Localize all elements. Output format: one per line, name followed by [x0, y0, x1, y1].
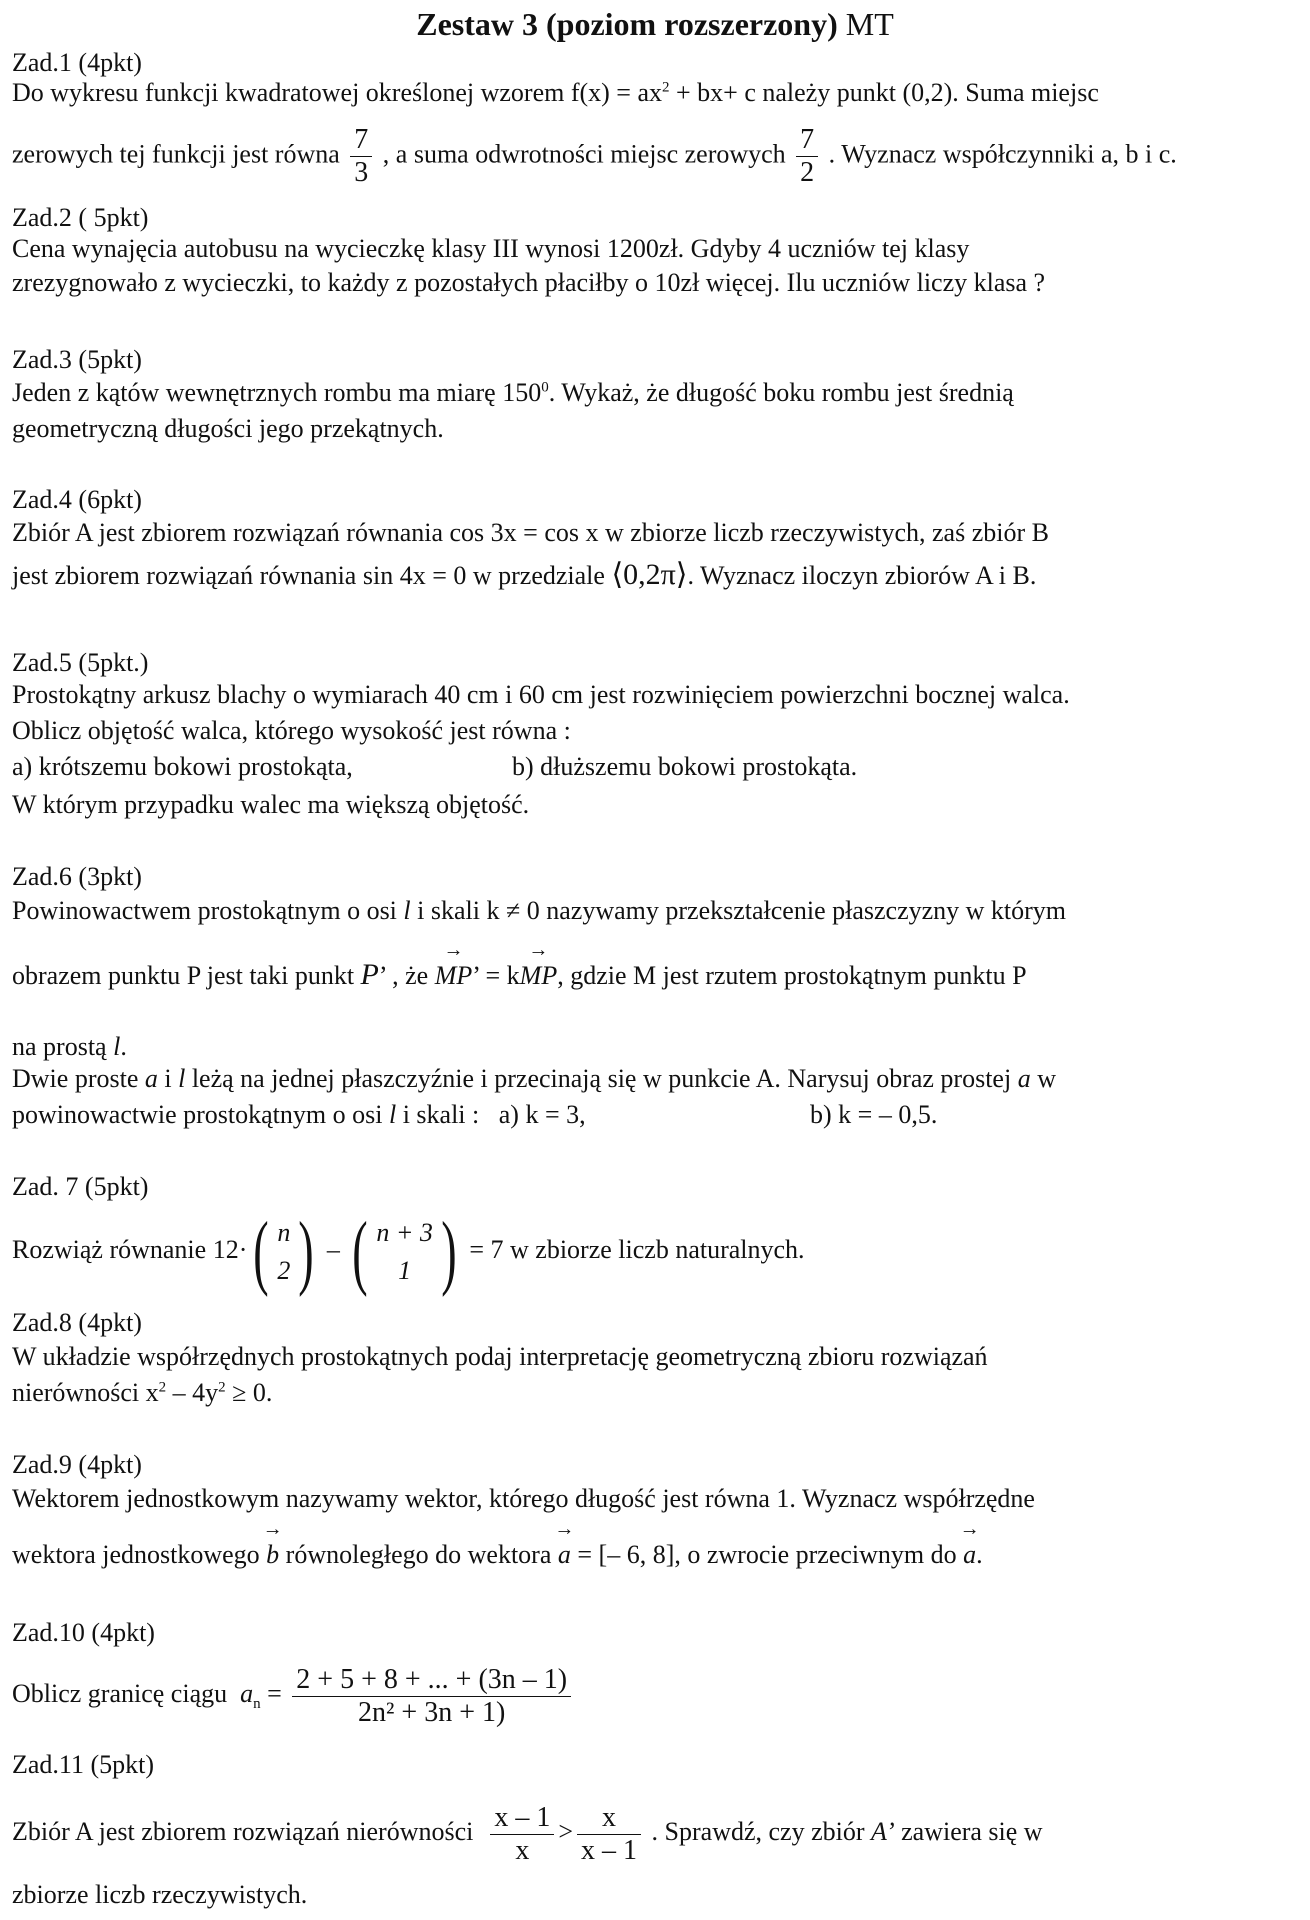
task-3-line-1: Jeden z kątów wewnętrznych rombu ma miarę $150^0$. Wykaż, że długość boku rombu jest średnią: [12, 378, 1014, 407]
task-4-line-1: Zbiór A jest zbiorem rozwiązań równania cos 3x = cos x w zbiorze liczb rzeczywistych, zaś zbiór B: [12, 518, 1049, 547]
task-6-heading: Zad.6 (3pkt): [12, 862, 142, 891]
task-6-line-5: powinowactwie prostokątnym o osi l i skali : a) k = 3,: [12, 1100, 586, 1129]
task-6-line-4: Dwie proste a i l leżą na jednej płaszczyźnie i przecinają się w punkcie A. Narysuj obraz prostej a w: [12, 1064, 1056, 1093]
fraction-7-2: $\frac{7}{2}$: [796, 124, 818, 189]
task-8-heading: Zad.8 (4pkt): [12, 1308, 142, 1337]
task-1-line-1: Do wykresu funkcji kwadratowej określonej wzorem $f(x) = ax^2 + bx+ c$ należy punkt (0,2). Suma miejsc: [12, 78, 1099, 107]
vector-mp-2: → MP: [520, 961, 558, 991]
task-5-line-4: W którym przypadku walec ma większą objętość.: [12, 790, 530, 819]
task-9-line-2: wektora jednostkowego → b równoległego do wektora → a = [– 6, 8], o zwrocie przeciwnym do → a.: [12, 1540, 983, 1570]
task-5-line-3b: b) dłuższemu bokowi prostokąta.: [512, 752, 858, 781]
task-3-heading: Zad.3 (5pkt): [12, 345, 142, 374]
fraction-x1-x: $\frac{x - 1}{x}$: [490, 1802, 554, 1867]
task-6-line-2: obrazem punktu P jest taki punkt P’ , że → MP’ = k→ MP, gdzie M jest rzutem prostokątnym punktu P: [12, 960, 1027, 991]
task-9-line-1: Wektorem jednostkowym nazywamy wektor, którego długość jest równa 1. Wyznacz współrzędne: [12, 1484, 1035, 1513]
vector-a: → a: [558, 1540, 571, 1570]
task-11-line-1: Zbiór A jest zbiorem rozwiązań nierówności $\frac{x - 1}{x}$ > $\frac{x}{x - 1}$ . Sprawdź, czy zbiór A’ zawiera się w: [12, 1801, 1043, 1866]
task-1-line-2: zerowych tej funkcji jest równa $\frac{7}{3}$ , a suma odwrotności miejsc zerowych $\frac{7}{2}$ . Wyznacz współczynniki a, b i c.: [12, 124, 1177, 188]
task-5-line-3a: a) krótszemu bokowi prostokąta,: [12, 752, 353, 781]
fraction-7-3: $\frac{7}{3}$: [350, 124, 372, 189]
task-10-equation: Oblicz granicę ciągu $a_n$ = $\frac{2 + 5 + 8 + ... + (3n - 1)}{\text{2n² + 3n + 1)}}$: [12, 1652, 575, 1746]
vector-mp: → MP: [435, 961, 473, 991]
task-11-line-2: zbiorze liczb rzeczywistych.: [12, 1880, 308, 1909]
task-6-line-3: na prostą l.: [12, 1032, 127, 1061]
task-2-line-1: Cena wynajęcia autobusu na wycieczkę klasy III wynosi 1200zł. Gdyby 4 uczniów tej klasy: [12, 234, 970, 263]
task-5-heading: Zad.5 (5pkt.): [12, 648, 149, 677]
task-7-heading: Zad. 7 (5pkt): [12, 1172, 149, 1201]
task-5-line-1: Prostokątny arkusz blachy o wymiarach 40 cm i 60 cm jest rozwinięciem powierzchni bocznej walca.: [12, 680, 1070, 709]
task-7-equation: Rozwiąż równanie 12· ( n 2 ) – ( n + 3 1 ) = 7 w zbiorze liczb naturalnych.: [12, 1205, 805, 1299]
task-1-heading: Zad.1 (4pkt): [12, 48, 142, 77]
task-2-heading: Zad.2 ( 5pkt): [12, 203, 149, 232]
page-title: Zestaw 3 (poziom rozszerzony) MT: [416, 6, 894, 42]
fraction-sequence: $\frac{2 + 5 + 8 + ... + (3n - 1)}{\text{2n² + 3n + 1)}}$: [292, 1664, 571, 1729]
task-6-line-5b: b) k = – 0,5.: [810, 1100, 938, 1129]
fraction-x-x1: $\frac{x}{x - 1}$: [577, 1802, 641, 1867]
task-3-line-2: geometryczną długości jego przekątnych.: [12, 414, 444, 443]
binomial-n-2: ( n 2 ): [253, 1205, 315, 1299]
task-2-line-2: zrezygnowało z wycieczki, to każdy z pozostałych płaciłby o 10zł więcej. Ilu uczniów liczy klasa ?: [12, 268, 1046, 297]
vector-b: → b: [266, 1540, 279, 1570]
task-8-line-1: W układzie współrzędnych prostokątnych podaj interpretację geometryczną zbioru rozwiązań: [12, 1342, 988, 1371]
task-9-heading: Zad.9 (4pkt): [12, 1450, 142, 1479]
task-4-line-2: jest zbiorem rozwiązań równania sin 4x = 0 w przedziale ⟨0,2π⟩. Wyznacz iloczyn zbiorów A i B.: [12, 558, 1037, 591]
task-5-line-2: Oblicz objętość walca, którego wysokość jest równa :: [12, 716, 571, 745]
task-8-line-2: nierówności $x^2 - 4y^2 \ge 0$.: [12, 1378, 273, 1407]
task-10-heading: Zad.10 (4pkt): [12, 1618, 155, 1647]
task-4-heading: Zad.4 (6pkt): [12, 485, 142, 514]
binomial-n3-1: ( n + 3 1 ): [352, 1205, 457, 1299]
vector-a-2: → a: [963, 1540, 976, 1570]
task-6-line-1: Powinowactwem prostokątnym o osi l i skali k ≠ 0 nazywamy przekształcenie płaszczyzny w którym: [12, 896, 1067, 925]
task-11-heading: Zad.11 (5pkt): [12, 1750, 154, 1779]
